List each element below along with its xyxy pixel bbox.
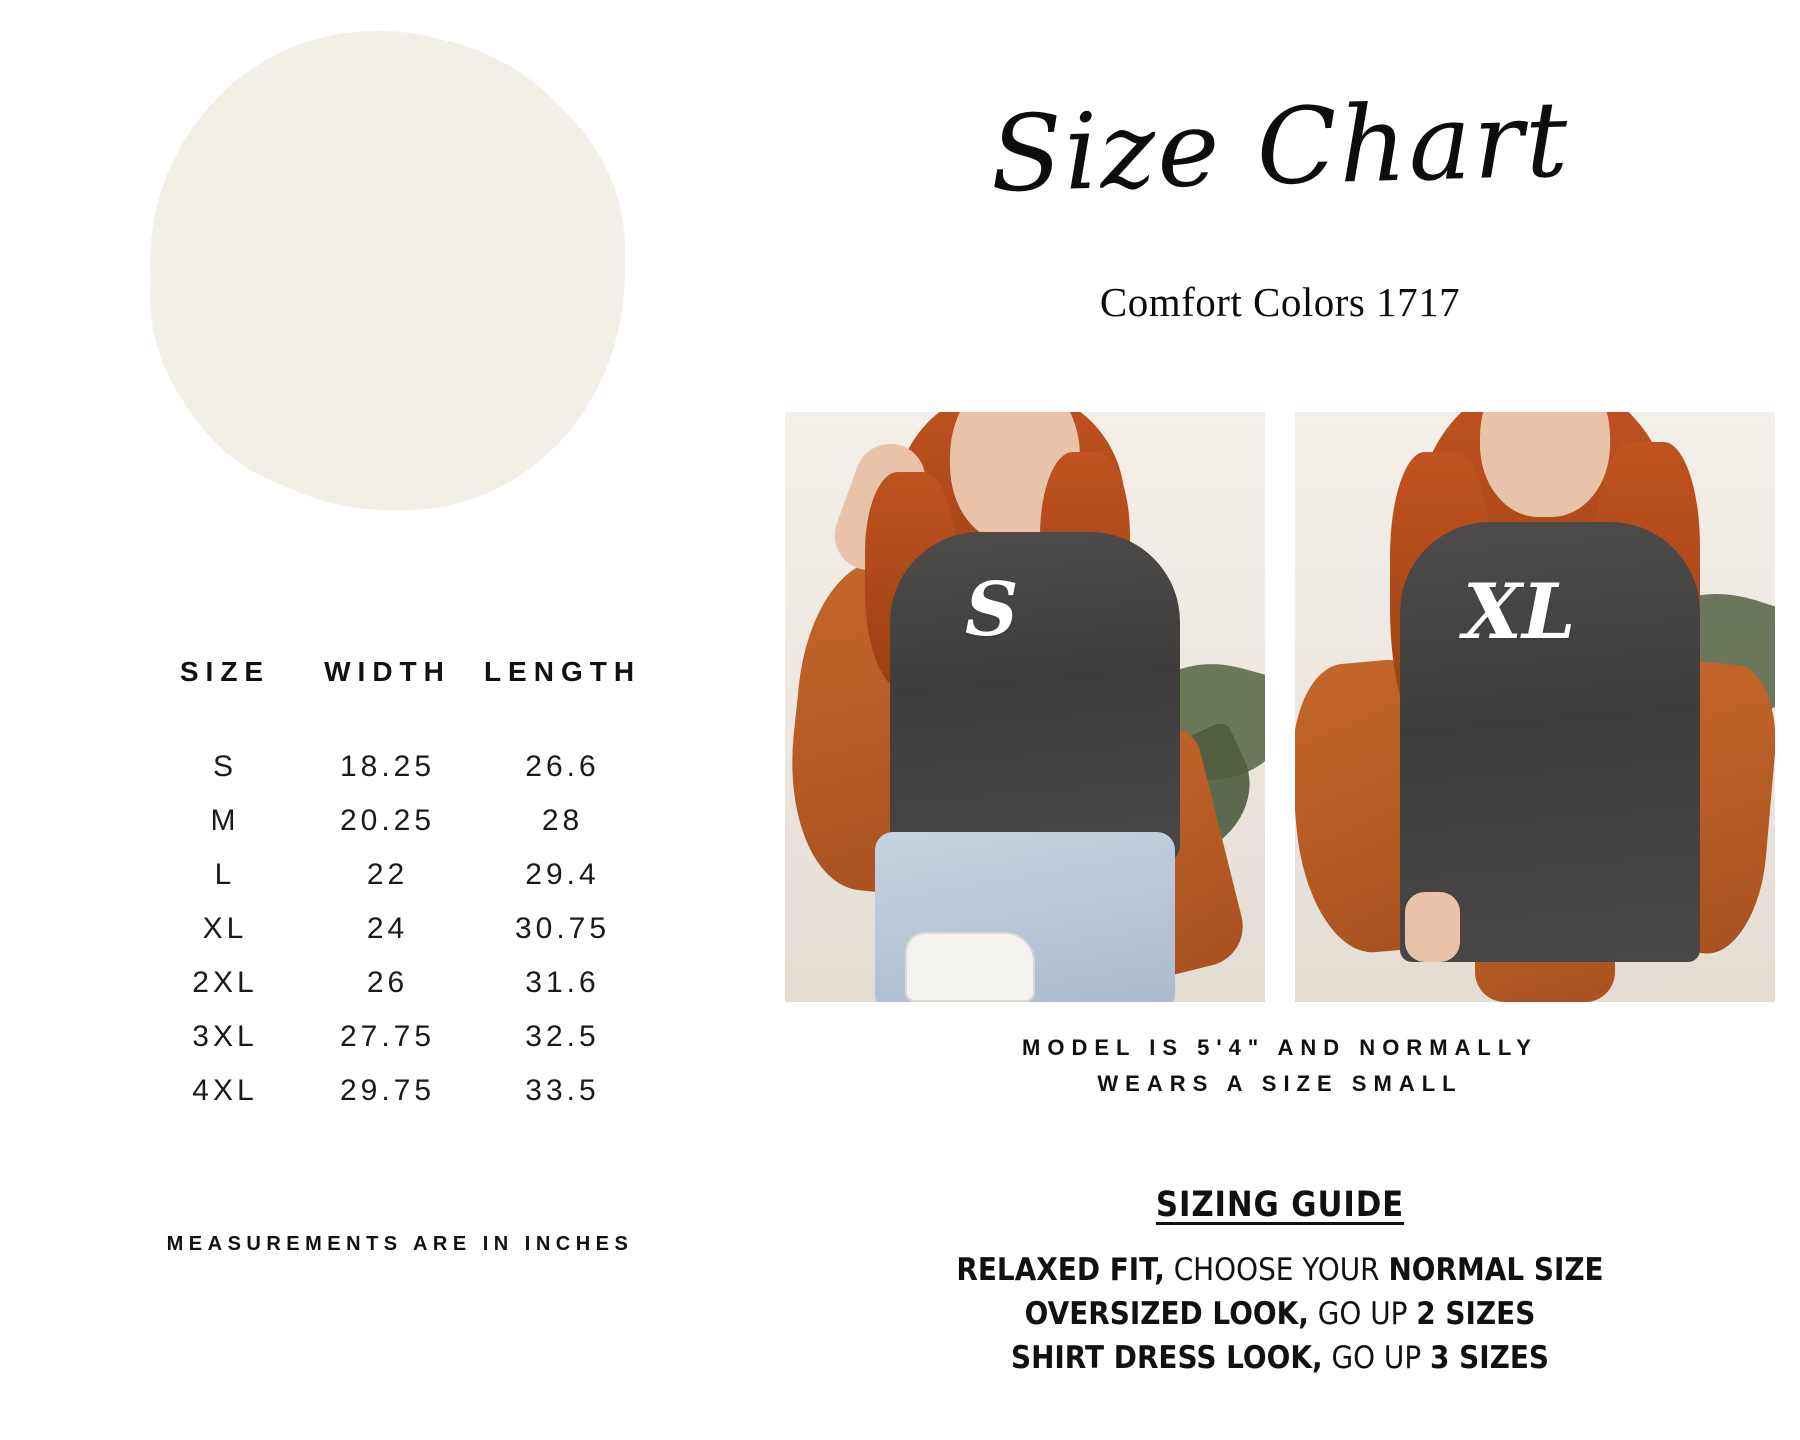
sizing-line-bold-start: SHIRT DRESS LOOK, <box>1010 1340 1323 1377</box>
measurements-table <box>150 655 650 1118</box>
photo-size-small <box>785 412 1265 1002</box>
cell-width: 26 <box>366 966 409 999</box>
table-row <box>150 794 650 848</box>
table-row <box>150 956 650 1010</box>
sizing-guide-line <box>812 1292 1748 1336</box>
cell-length: 30.75 <box>514 912 611 945</box>
model-shoe <box>905 932 1035 1002</box>
sizing-guide-line <box>812 1336 1748 1380</box>
cell-size: S <box>212 750 237 783</box>
left-column <box>0 0 760 1440</box>
right-column <box>760 0 1800 1440</box>
sizing-guide-heading: SIZING GUIDE <box>1155 1185 1405 1225</box>
model-note-line-2: WEARS A SIZE SMALL <box>1097 1071 1463 1097</box>
cell-length: 33.5 <box>525 1074 600 1107</box>
sizing-line-middle: GO UP <box>1322 1340 1431 1377</box>
cell-length: 31.6 <box>525 966 600 999</box>
table-row <box>150 848 650 902</box>
sizing-guide-line <box>812 1248 1748 1292</box>
cell-length: 26.6 <box>525 750 600 783</box>
cell-size: M <box>210 804 240 837</box>
cell-width: 24 <box>366 912 409 945</box>
cell-length: 28 <box>541 804 584 837</box>
cell-size: 4XL <box>192 1074 258 1107</box>
photo-size-xl <box>1295 412 1775 1002</box>
sizing-line-middle: GO UP <box>1308 1296 1417 1333</box>
cell-size: XL <box>202 912 248 945</box>
cell-size: 2XL <box>192 966 258 999</box>
cell-width: 18.25 <box>339 750 436 783</box>
sizing-line-bold-end: 3 SIZES <box>1430 1340 1550 1377</box>
model-height-note <box>760 1030 1800 1103</box>
sizing-line-bold-end: NORMAL SIZE <box>1388 1252 1604 1288</box>
cell-width: 27.75 <box>339 1020 436 1053</box>
cell-length: 29.4 <box>525 858 600 891</box>
sizing-guide-lines <box>812 1248 1748 1380</box>
cell-size: L <box>214 858 236 891</box>
cell-width: 20.25 <box>339 804 436 837</box>
table-row <box>150 902 650 956</box>
cell-width: 29.75 <box>339 1074 436 1107</box>
table-row <box>150 740 650 794</box>
table-header-row <box>150 655 650 740</box>
page-subtitle: Comfort Colors 1717 <box>1099 279 1461 325</box>
model-note-line-1: MODEL IS 5'4" AND NORMALLY <box>1022 1035 1538 1060</box>
tshirt-size-small <box>890 532 1180 862</box>
sizing-line-bold-end: 2 SIZES <box>1416 1296 1536 1333</box>
cell-length: 32.5 <box>525 1020 600 1053</box>
column-header-length: LENGTH <box>483 656 642 687</box>
size-measurement-table <box>150 655 650 1118</box>
cell-width: 22 <box>366 858 409 891</box>
logo-blob-placeholder <box>150 35 625 510</box>
sizing-line-bold-start: RELAXED FIT, <box>956 1252 1165 1288</box>
table-row <box>150 1010 650 1064</box>
sizing-line-middle: CHOOSE YOUR <box>1164 1252 1389 1288</box>
measurements-note: MEASUREMENTS ARE IN INCHES <box>166 1233 634 1255</box>
column-header-size: SIZE <box>179 656 271 687</box>
size-label-on-shirt: XL <box>1463 567 1576 656</box>
sizing-line-bold-start: OVERSIZED LOOK, <box>1024 1296 1309 1333</box>
column-header-width: WIDTH <box>324 656 451 687</box>
table-row <box>150 1064 650 1118</box>
page-title: Size Chart <box>988 78 1572 216</box>
size-label-on-shirt: S <box>965 567 1019 653</box>
cell-size: 3XL <box>192 1020 258 1053</box>
model-hand <box>1405 892 1460 962</box>
model-photos <box>760 412 1800 1002</box>
